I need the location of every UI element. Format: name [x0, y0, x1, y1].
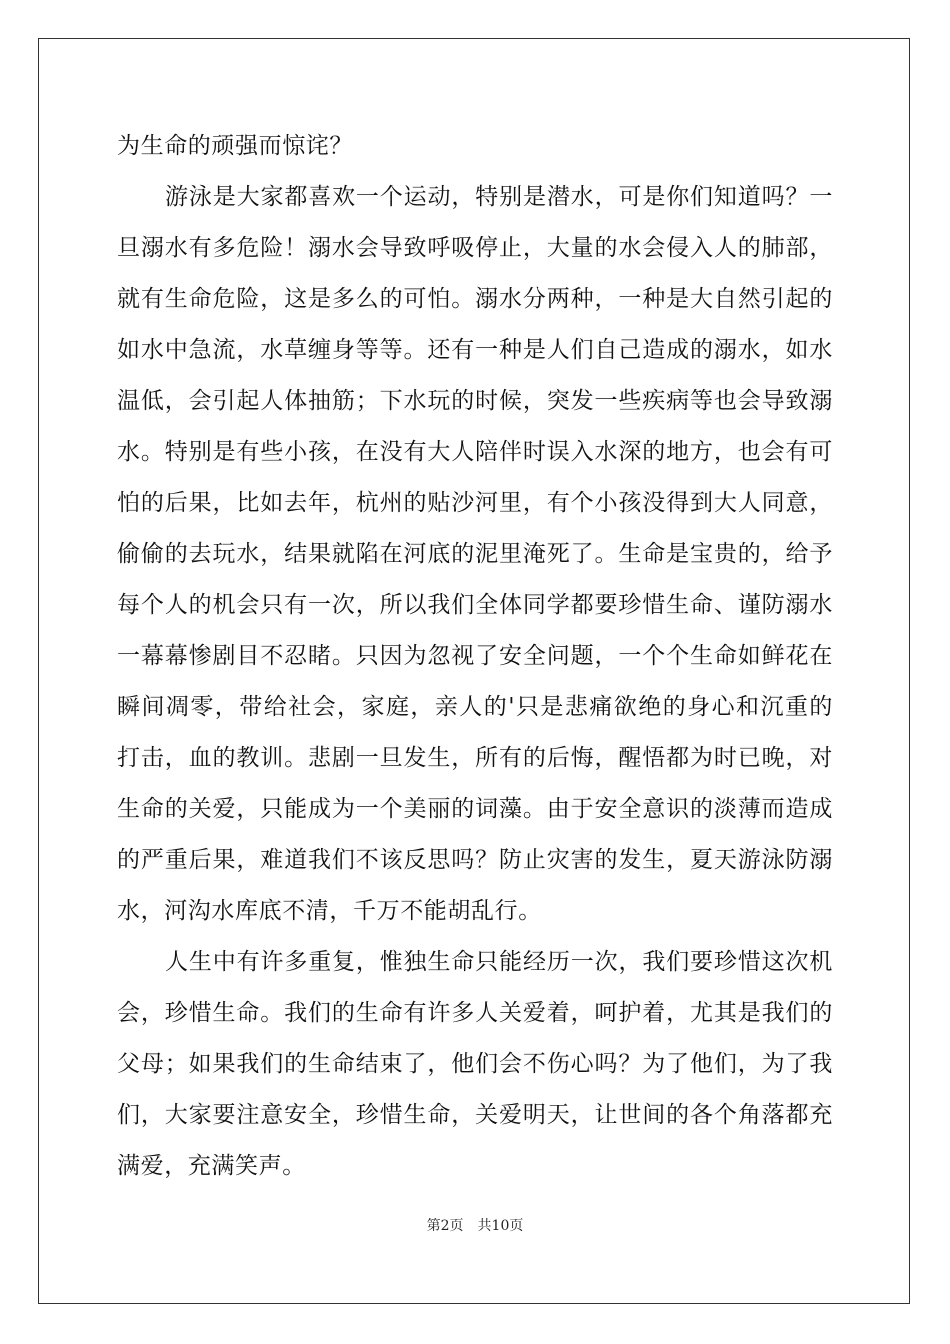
text-line: 满爱，充满笑声。 [117, 1153, 306, 1179]
text-line: 们，大家要注意安全，珍惜生命，关爱明天，让世间的各个角落都充 [117, 1102, 833, 1128]
text-line: 瞬间凋零，带给社会，家庭，亲人的'只是悲痛欲绝的身心和沉重的 [117, 694, 833, 720]
text-line: 水，河沟水库底不清，千万不能胡乱行。 [117, 898, 542, 924]
text-line: 会，珍惜生命。我们的生命有许多人关爱着，呵护着，尤其是我们的 [117, 1000, 833, 1026]
text-line: 水。特别是有些小孩，在没有大人陪伴时误入水深的地方，也会有可 [117, 439, 833, 465]
page-number: 第2页 [426, 1218, 464, 1234]
text-line: 温低，会引起人体抽筋；下水玩的时候，突发一些疾病等也会导致溺 [117, 388, 833, 414]
text-line: 的严重后果，难道我们不该反思吗？防止灾害的发生，夏天游泳防溺 [117, 847, 833, 873]
text-line: 旦溺水有多危险！溺水会导致呼吸停止，大量的水会侵入人的肺部， [117, 235, 833, 261]
text-line: 偷偷的去玩水，结果就陷在河底的泥里淹死了。生命是宝贵的，给予 [117, 541, 833, 567]
text-line: 父母；如果我们的生命结束了，他们会不伤心吗？为了他们，为了我 [117, 1051, 833, 1077]
text-line: 生命的关爱，只能成为一个美丽的词藻。由于安全意识的淡薄而造成 [117, 796, 833, 822]
text-line: 人生中有许多重复，惟独生命只能经历一次，我们要珍惜这次机 [165, 949, 833, 975]
text-line: 每个人的机会只有一次，所以我们全体同学都要珍惜生命、谨防溺水 [117, 592, 833, 618]
text-line: 一幕幕惨剧目不忍睹。只因为忽视了安全问题，一个个生命如鲜花在 [117, 643, 833, 669]
page-footer [0, 1216, 950, 1236]
text-line: 为生命的顽强而惊诧？ [117, 133, 353, 159]
page-total: 共10页 [477, 1218, 524, 1234]
text-line: 怕的后果，比如去年，杭州的贴沙河里，有个小孩没得到大人同意， [117, 490, 833, 516]
text-line: 如水中急流，水草缠身等等。还有一种是人们自己造成的溺水，如水 [117, 337, 833, 363]
text-line: 打击，血的教训。悲剧一旦发生，所有的后悔，醒悟都为时已晚，对 [117, 745, 833, 771]
text-line: 游泳是大家都喜欢一个运动，特别是潜水，可是你们知道吗？一 [165, 184, 833, 210]
text-line: 就有生命危险，这是多么的可怕。溺水分两种，一种是大自然引起的 [117, 286, 833, 312]
